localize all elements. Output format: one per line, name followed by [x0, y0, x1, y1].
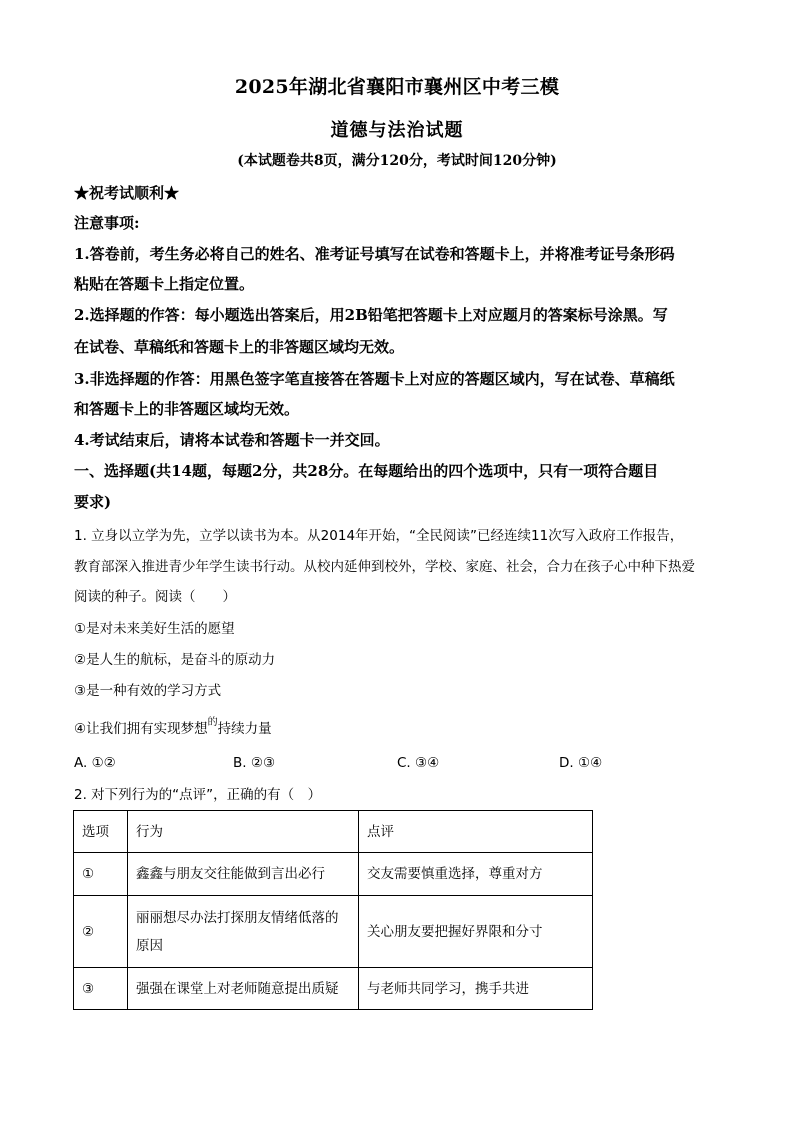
table-header-row [74, 811, 593, 853]
question-2-stem: 2. 对下列行为的“点评”，正确的有（ ） [74, 787, 322, 803]
behavior-line: 丽丽想尽办法打探朋友情绪低落的 [136, 909, 339, 926]
header-cell: 点评 [359, 811, 593, 853]
notice-line: 3.非选择题的作答：用黑色签字笔直接答在答题卡上对应的答题区域内，写在试卷、草稿纸 [74, 370, 675, 388]
notice-line: 和答题卡上的非答题区域均无效。 [74, 400, 300, 418]
question-1-stem: 阅读的种子。阅读（ ） [74, 589, 236, 605]
exam-note: (本试题卷共8页，满分120分，考试时间120分钟) [237, 153, 557, 169]
table-row [74, 896, 593, 968]
item4-superscript: 的 [207, 717, 218, 728]
exam-title: 2025年湖北省襄阳市襄州区中考三模 [234, 76, 560, 98]
notice-line: 2.选择题的作答：每小题选出答案后，用2B铅笔把答题卡上对应题月的答案标号涂黑。写 [74, 306, 668, 324]
option-d: D. ①④ [559, 755, 603, 771]
question-1-item [74, 719, 272, 741]
row-number: ② [74, 896, 128, 968]
section-heading: 一、选择题(共14题，每题2分，共28分。在每题给出的四个选项中，只有一项符合题目 [74, 462, 659, 480]
notice-heading: 注意事项: [74, 214, 140, 232]
table-row [74, 968, 593, 1010]
comment-cell: 与老师共同学习，携手共进 [359, 968, 593, 1010]
question-1-item: ②是人生的航标，是奋斗的原动力 [74, 652, 276, 668]
question-1-stem: 教育部深入推进青少年学生读书行动。从校内延伸到校外，学校、家庭、社会，合力在孩子心中种下热爱 [74, 559, 695, 575]
header-cell: 选项 [74, 811, 128, 853]
comment-table [73, 810, 593, 1010]
comment-cell: 关心朋友要把握好界限和分寸 [359, 896, 593, 968]
row-number: ① [74, 853, 128, 896]
section-heading-cont: 要求) [74, 493, 112, 511]
comment-cell: 交友需要慎重选择，尊重对方 [359, 853, 593, 896]
question-1-item: ①是对未来美好生活的愿望 [74, 621, 235, 637]
table-row [74, 853, 593, 896]
blessing: ★祝考试顺利★ [74, 184, 180, 202]
option-a: A. ①② [74, 755, 116, 771]
option-b: B. ②③ [233, 755, 276, 771]
behavior-line: 原因 [136, 937, 163, 954]
option-c: C. ③④ [397, 755, 440, 771]
exam-subject: 道德与法治试题 [330, 120, 464, 141]
behavior-cell: 强强在课堂上对老师随意提出质疑 [128, 968, 359, 1010]
notice-line: 在试卷、草稿纸和答题卡上的非答题区域均无效。 [74, 338, 405, 356]
notice-line: 1.答卷前，考生务必将自己的姓名、准考证号填写在试卷和答题卡上，并将准考证号条形码 [74, 245, 675, 263]
header-cell: 行为 [128, 811, 359, 853]
behavior-cell: 鑫鑫与朋友交往能做到言出必行 [128, 853, 359, 896]
notice-line: 4.考试结束后，请将本试卷和答题卡一并交回。 [74, 431, 390, 449]
row-number: ③ [74, 968, 128, 1010]
item4-text-end: 持续力量 [217, 721, 272, 737]
notice-line: 粘贴在答题卡上指定位置。 [74, 275, 255, 293]
question-1-item: ③是一种有效的学习方式 [74, 683, 222, 699]
question-1-stem: 1. 立身以立学为先，立学以读书为本。从2014年开始，“全民阅读”已经连续11次写入政府工作报告， [74, 528, 684, 544]
item4-text: ④让我们拥有实现梦想 [74, 721, 208, 737]
behavior-cell [128, 896, 359, 968]
